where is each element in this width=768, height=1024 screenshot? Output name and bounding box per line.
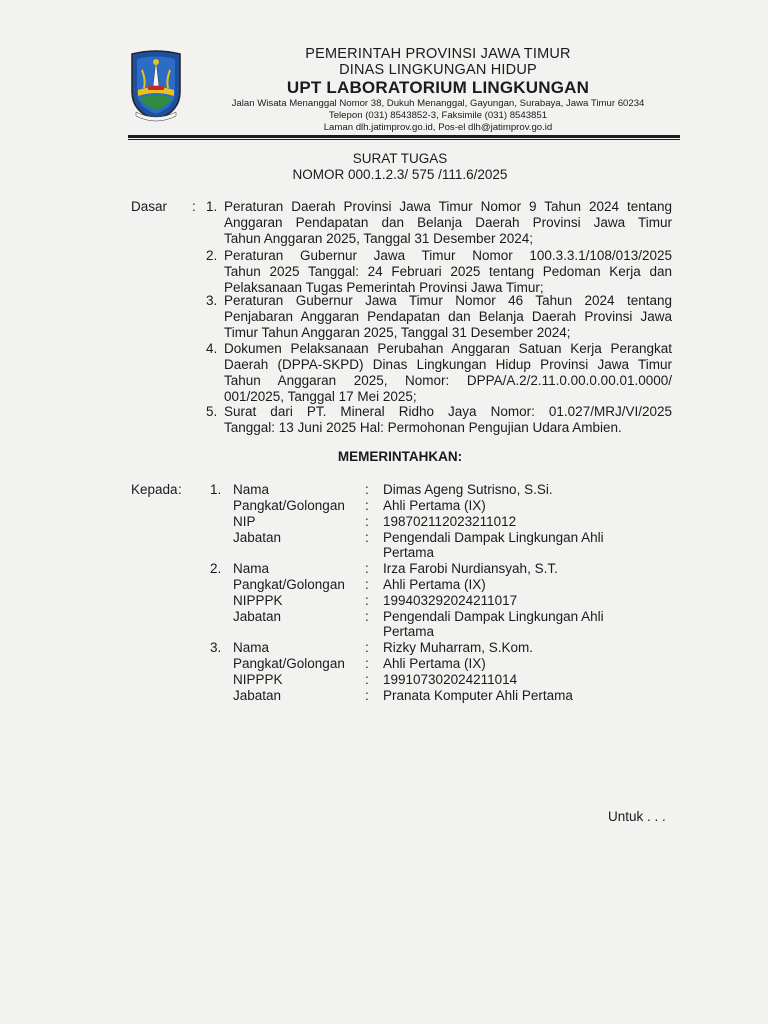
person-field-label: Jabatan [233, 530, 282, 545]
dasar-item-3-line: Penjabaran Anggaran Pendapatan dan Belanja Daerah Provinsi Jawa [224, 309, 672, 324]
letterhead-web: Laman dlh.jatimprov.go.id, Pos-el dlh@jatimprov.go.id [323, 122, 553, 133]
person-field-label: NIPPPK [233, 672, 283, 687]
dasar-item-2-line: Pelaksanaan Tugas Pemerintah Provinsi Jawa Timur; [224, 280, 544, 295]
person-field-colon: : [365, 530, 369, 545]
person-field-colon: : [365, 561, 369, 576]
letterhead-government: PEMERINTAH PROVINSI JAWA TIMUR [305, 46, 571, 62]
person-position: Pengendali Dampak Lingkungan Ahli [383, 609, 604, 624]
person-field-label: Nama [233, 482, 270, 497]
letterhead-agency: DINAS LINGKUNGAN HIDUP [339, 62, 537, 78]
east-java-provincial-emblem-icon [128, 48, 184, 122]
person-name: Rizky Muharram, S.Kom. [383, 640, 534, 655]
kepada-label: Kepada [131, 482, 178, 497]
dasar-item-2-line: Peraturan Gubernur Jawa Timur Nomor 100.3.3.1/108/013/2025 [224, 248, 672, 263]
person-field-colon: : [365, 593, 369, 608]
kepada-colon: : [178, 482, 182, 497]
dasar-label: Dasar [131, 199, 168, 214]
person-field-colon: : [365, 640, 369, 655]
dasar-item-number: 5. [206, 404, 218, 419]
person-field-label: NIPPPK [233, 593, 283, 608]
dasar-item-4-line: Tahun Anggaran 2025, Nomor: DPPA/A.2/2.11.0.00.0.00.01.0000/ [224, 373, 672, 388]
person-field-colon: : [365, 514, 369, 529]
person-number: 1. [210, 482, 222, 497]
continuation-marker: Untuk . . . [608, 809, 666, 824]
person-rank: Ahli Pertama (IX) [383, 498, 486, 513]
person-number: 3. [210, 640, 222, 655]
dasar-item-number: 4. [206, 341, 218, 356]
dasar-item-4-line: 001/2025, Tanggal 17 Mei 2025; [224, 389, 417, 404]
document-title: SURAT TUGAS [352, 151, 448, 166]
person-position: Pertama [383, 545, 435, 560]
person-name: Dimas Ageng Sutrisno, S.Si. [383, 482, 553, 497]
person-field-colon: : [365, 688, 369, 703]
person-field-colon: : [365, 482, 369, 497]
person-field-label: NIP [233, 514, 256, 529]
person-field-label: Pangkat/Golongan [233, 577, 345, 592]
person-field-label: Nama [233, 640, 270, 655]
dasar-colon: : [192, 199, 196, 214]
person-field-label: Nama [233, 561, 270, 576]
person-field-colon: : [365, 609, 369, 624]
dasar-item-number: 1. [206, 199, 218, 214]
letterhead-divider-thin [128, 139, 680, 140]
dasar-item-5-line: Surat dari PT. Mineral Ridho Jaya Nomor: 01.027/MRJ/VI/2025 [224, 404, 672, 419]
person-number: 2. [210, 561, 222, 576]
letterhead-unit: UPT LABORATORIUM LINGKUNGAN [286, 78, 590, 97]
person-id-number: 199403292024211017 [383, 593, 518, 608]
person-position: Pertama [383, 624, 435, 639]
dasar-item-4-line: Dokumen Pelaksanaan Perubahan Anggaran Satuan Kerja Perangkat [224, 341, 672, 356]
person-field-colon: : [365, 672, 369, 687]
person-position: Pranata Komputer Ahli Pertama [383, 688, 573, 703]
letterhead-divider [128, 135, 680, 138]
person-position: Pengendali Dampak Lingkungan Ahli [383, 530, 604, 545]
person-name: Irza Farobi Nurdiansyah, S.T. [383, 561, 558, 576]
person-field-label: Pangkat/Golongan [233, 498, 345, 513]
letterhead-phone: Telepon (031) 8543852-3, Faksimile (031) 8543851 [328, 110, 548, 121]
dasar-item-1-line: Tahun Anggaran 2025, Tanggal 31 Desember 2024; [224, 231, 533, 246]
dasar-item-3-line: Timur Tahun Anggaran 2025, Tanggal 31 Desember 2024; [224, 325, 571, 340]
person-rank: Ahli Pertama (IX) [383, 656, 486, 671]
dasar-item-2-line: Tahun 2025 Tanggal: 24 Februari 2025 tentang Pedoman Kerja dan [224, 264, 672, 279]
dasar-item-1-line: Peraturan Daerah Provinsi Jawa Timur Nomor 9 Tahun 2024 tentang [224, 199, 672, 214]
person-field-colon: : [365, 498, 369, 513]
document-number: NOMOR 000.1.2.3/ 575 /111.6/2025 [292, 167, 508, 182]
dasar-item-4-line: Daerah (DPPA-SKPD) Dinas Lingkungan Hidup Provinsi Jawa Timur [224, 357, 672, 372]
dasar-item-3-line: Peraturan Gubernur Jawa Timur Nomor 46 Tahun 2024 tentang [224, 293, 672, 308]
dasar-item-5-line: Tanggal: 13 Juni 2025 Hal: Permohonan Pengujian Udara Ambien. [224, 420, 622, 435]
person-rank: Ahli Pertama (IX) [383, 577, 486, 592]
dasar-item-number: 3. [206, 293, 218, 308]
person-field-label: Jabatan [233, 609, 282, 624]
person-id-number: 199107302024211014 [383, 672, 518, 687]
person-field-label: Pangkat/Golongan [233, 656, 345, 671]
person-field-colon: : [365, 656, 369, 671]
person-field-colon: : [365, 577, 369, 592]
person-field-label: Jabatan [233, 688, 282, 703]
dasar-item-1-line: Anggaran Pendapatan dan Belanja Daerah Provinsi Jawa Timur [224, 215, 672, 230]
order-heading: MEMERINTAHKAN: [337, 449, 463, 464]
letterhead-address: Jalan Wisata Menanggal Nomor 38, Dukuh Menanggal, Gayungan, Surabaya, Jawa Timur 60234 [231, 98, 645, 109]
person-id-number: 198702112023211012 [383, 514, 517, 529]
dasar-item-number: 2. [206, 248, 218, 263]
